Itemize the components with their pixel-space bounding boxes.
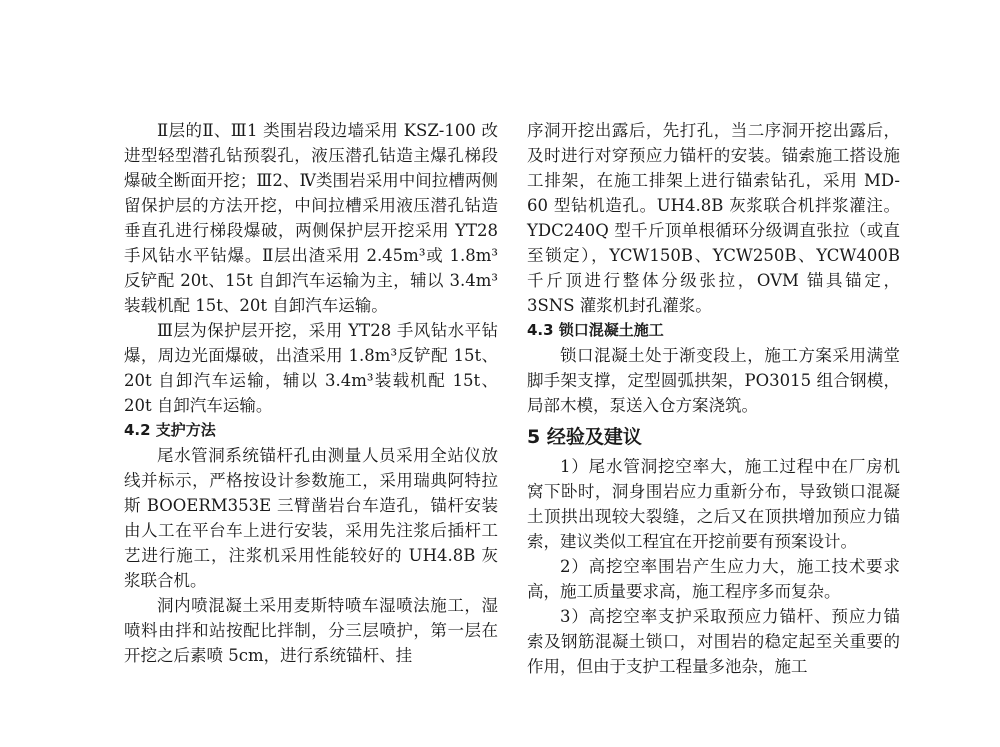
section-heading-5: 5 经验及建议 [527,426,642,448]
paragraph-prestressed-anchors: 序洞开挖出露后，先打孔，当二序洞开挖出露后，及时进行对穿预应力锚杆的安装。锚索施工搭设施工排架，在施工排架上进行锚索钻孔，采用 MD-60 型钻机造孔。UH4.8B 灰浆联合机拌浆灌注。YDC240Q 型千斤顶单根循环分级调直张拉（或直至锁定），YCW150B、YCW250B、YCW400B 千斤顶进行整体分级张拉，OVM 锚具锚定，3SNS 灌浆机封孔灌浆。 [527,121,900,315]
left-column [124,118,498,668]
paragraph-suggestion-2: 2）高挖空率围岩产生应力大，施工技术要求高，施工质量要求高，施工程序多而复杂。 [527,557,900,601]
paragraph-excavation-layer-3: Ⅲ层为保护层开挖，采用 YT28 手风钻水平钻爆，周边光面爆破，出渣采用 1.8m³反铲配 15t、20t 自卸汽车运输，辅以 3.4m³装载机配 15t、20t 自卸汽车运输。 [124,321,498,415]
section-heading-4-2: 4.2 支护方法 [124,421,216,439]
paragraph-excavation-layer-2: Ⅱ层的Ⅱ、Ⅲ1 类围岩段边墙采用 KSZ-100 改进型轻型潜孔钻预裂孔，液压潜孔钻造主爆孔梯段爆破全断面开挖；Ⅲ2、Ⅳ类围岩采用中间拉槽两侧留保护层的方法开挖，中间拉槽采用液压潜孔钻造垂直孔进行梯段爆破，两侧保护层开挖采用 YT28 手风钻水平钻爆。Ⅱ层出渣采用 2.45m³或 1.8m³反铲配 20t、15t 自卸汽车运输为主，辅以 3.4m³装载机配 15t、20t 自卸汽车运输。 [124,121,498,315]
section-heading-4-3: 4.3 锁口混凝土施工 [527,321,664,339]
paragraph-suggestion-1: 1）尾水管洞挖空率大，施工过程中在厂房机窝下卧时，洞身围岩应力重新分布，导致锁口混凝土顶拱出现较大裂缝，之后又在顶拱增加预应力锚索，建议类似工程宜在开挖前要有预案设计。 [527,457,900,551]
paragraph-anchor-bolts: 尾水管洞系统锚杆孔由测量人员采用全站仪放线并标示，严格按设计参数施工，采用瑞典阿特拉斯 BOOERM353E 三臂凿岩台车造孔，锚杆安装由人工在平台车上进行安装，采用先注浆后插杆工艺进行施工，注浆机采用性能较好的 UH4.8B 灰浆联合机。 [124,446,498,590]
right-column [527,118,900,679]
paragraph-lock-concrete: 锁口混凝土处于渐变段上，施工方案采用满堂脚手架支撑，定型圆弧拱架，PO3015 组合钢模，局部木模，泵送入仓方案浇筑。 [527,346,900,415]
paragraph-shotcrete: 洞内喷混凝土采用麦斯特喷车湿喷法施工，湿喷料由拌和站按配比拌制，分三层喷护，第一层在开挖之后素喷 5cm，进行系统锚杆、挂 [124,596,498,665]
paragraph-suggestion-3: 3）高挖空率支护采取预应力锚杆、预应力锚索及钢筋混凝土锁口，对围岩的稳定起至关重要的作用，但由于支护工程量多池杂，施工 [527,607,900,676]
